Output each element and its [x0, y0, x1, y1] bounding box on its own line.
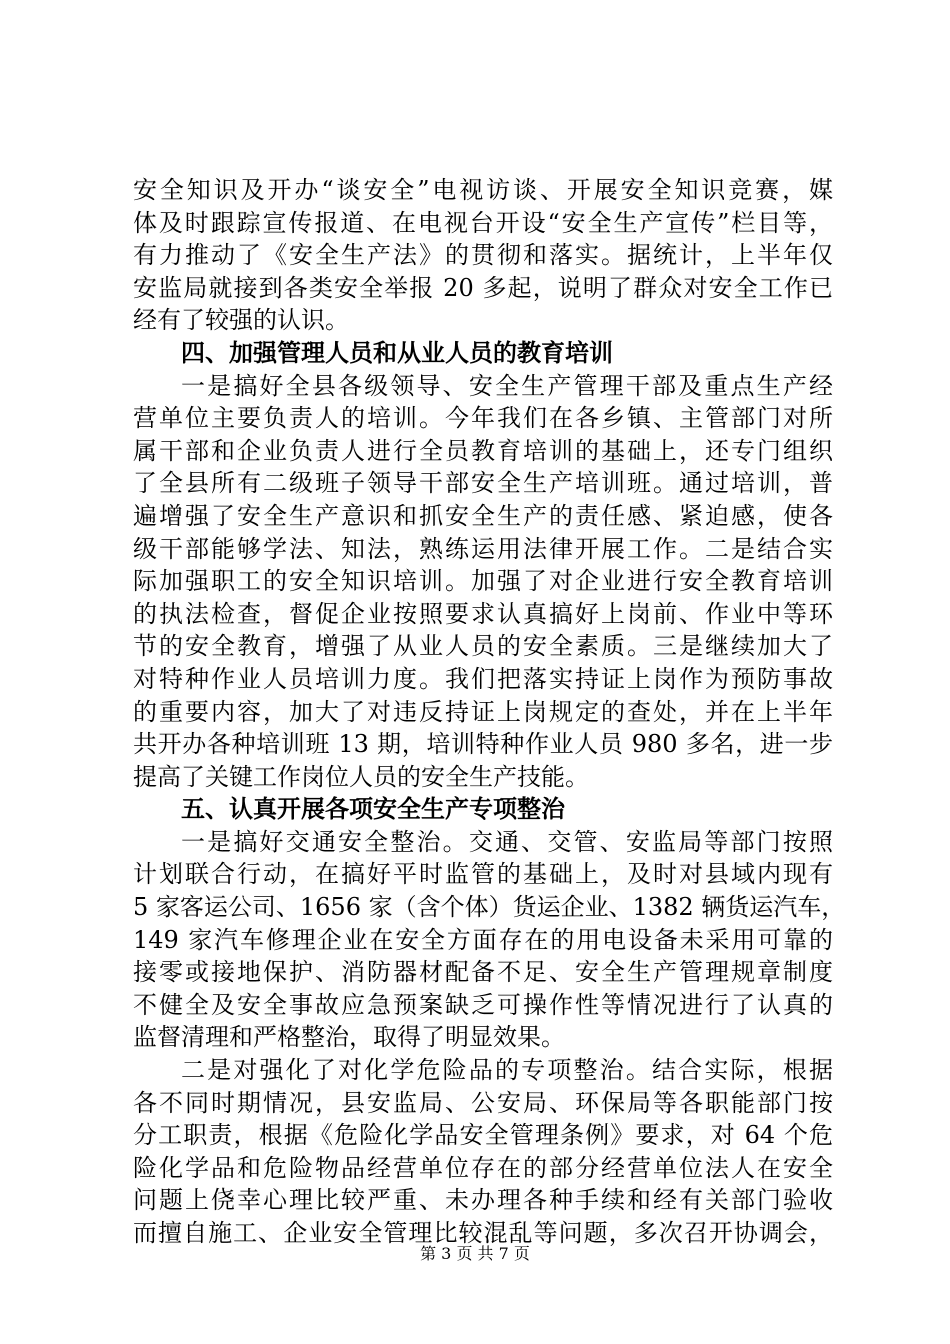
paragraph-2 — [133, 370, 833, 794]
text-line: 了全县所有二级班子领导干部安全生产培训班。通过培训，普 — [133, 469, 833, 498]
text-line: 有力推动了《安全生产法》的贯彻和落实。据统计，上半年仅 — [133, 241, 833, 270]
text-line: 分工职责，根据《危险化学品安全管理条例》要求，对 64 个危 — [133, 1121, 833, 1150]
text-line: 属干部和企业负责人进行全员教育培训的基础上，还专门组织 — [133, 436, 833, 465]
text-line: 对特种作业人员培训力度。我们把落实持证上岗作为预防事故 — [133, 664, 833, 693]
text-line: 计划联合行动，在搞好平时监管的基础上，及时对县域内现有 — [133, 860, 833, 889]
text-line: 节的安全教育，增强了从业人员的安全素质。三是继续加大了 — [133, 632, 833, 661]
text-line: 共开办各种培训班 13 期，培训特种作业人员 980 多名，进一步 — [133, 730, 833, 759]
paragraph-1 — [133, 174, 833, 337]
text-line: 安监局就接到各类安全举报 20 多起，说明了群众对安全工作已 — [133, 273, 833, 302]
text-line: 经有了较强的认识。 — [133, 306, 349, 335]
text-line: 149 家汽车修理企业在安全方面存在的用电设备未采用可靠的 — [133, 925, 833, 954]
text-line: 遍增强了安全生产意识和抓安全生产的责任感、紧迫感，使各 — [133, 501, 833, 530]
text-line: 接零或接地保护、消防器材配备不足、安全生产管理规章制度 — [133, 958, 833, 987]
paragraph-3 — [133, 826, 846, 1054]
text-line: 问题上侥幸心理比较严重、未办理各种手续和经有关部门验收 — [133, 1186, 833, 1215]
text-line: 一是搞好交通安全整治。交通、交管、安监局等部门按照 — [181, 827, 833, 856]
page-number: 第 3 页 共 7 页 — [420, 1244, 530, 1263]
page-footer — [0, 1243, 950, 1265]
text-line: 各不同时期情况，县安监局、公安局、环保局等各职能部门按 — [133, 1088, 833, 1117]
document-body — [133, 174, 846, 1250]
text-line: 监督清理和严格整治，取得了明显效果。 — [133, 1023, 565, 1052]
text-line: 而擅自施工、企业安全管理比较混乱等问题，多次召开协调会， — [133, 1219, 833, 1247]
text-line: 一是搞好全县各级领导、安全生产管理干部及重点生产经 — [181, 371, 833, 400]
text-line: 安全知识及开办“谈安全”电视访谈、开展安全知识竞赛，媒 — [133, 176, 833, 204]
text-line: 不健全及安全事故应急预案缺乏可操作性等情况进行了认真的 — [133, 990, 833, 1019]
text-line: 的重要内容，加大了对违反持证上岗规定的查处，并在上半年 — [133, 697, 833, 726]
paragraph-4 — [133, 1054, 833, 1250]
text-line: 5 家客运公司、1656 家（含个体）货运企业、1382 辆货运汽车， — [133, 893, 846, 922]
text-line: 二是对强化了对化学危险品的专项整治。结合实际，根据 — [181, 1056, 833, 1085]
text-line: 险化学品和危险物品经营单位存在的部分经营单位法人在安全 — [133, 1153, 833, 1182]
text-line: 际加强职工的安全知识培训。加强了对企业进行安全教育培训 — [133, 567, 833, 596]
text-line: 营单位主要负责人的培训。今年我们在各乡镇、主管部门对所 — [133, 404, 833, 433]
text-line: 级干部能够学法、知法，熟练运用法律开展工作。二是结合实 — [133, 534, 833, 563]
text-line: 提高了关键工作岗位人员的安全生产技能。 — [133, 762, 589, 791]
text-line: 的执法检查，督促企业按照要求认真搞好上岗前、作业中等环 — [133, 599, 833, 628]
section-heading-4: 四、加强管理人员和从业人员的教育培训 — [181, 337, 613, 367]
text-line: 体及时跟踪宣传报道、在电视台开设“安全生产宣传”栏目等， — [133, 208, 833, 237]
section-heading-5: 五、认真开展各项安全生产专项整治 — [181, 794, 565, 824]
